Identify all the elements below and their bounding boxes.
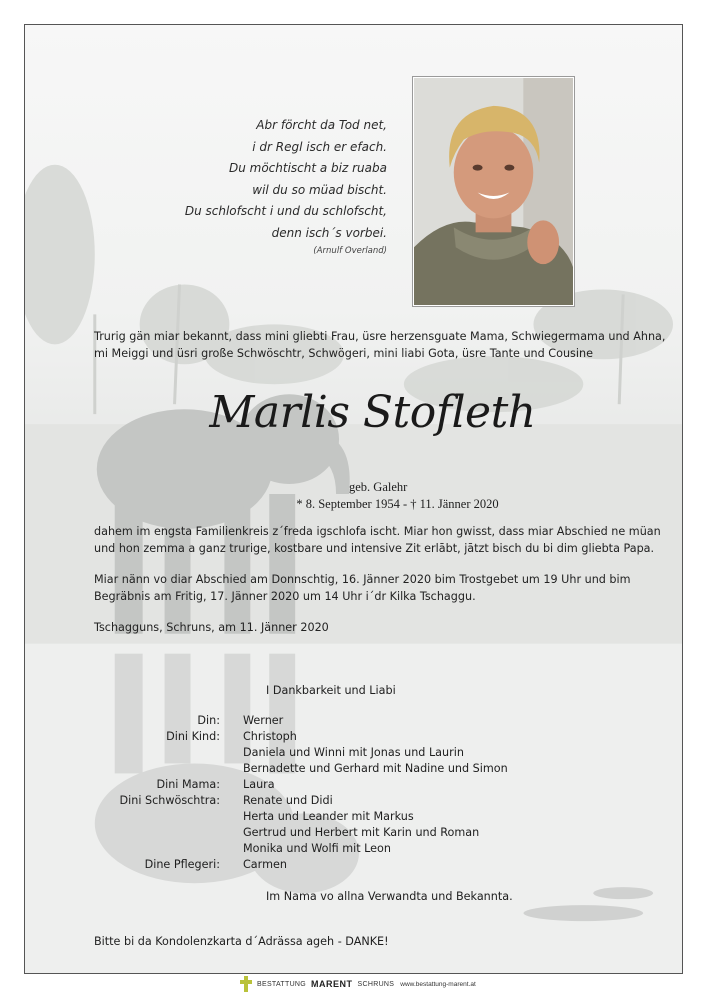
poem-line: Abr förcht da Tod net,	[256, 118, 387, 132]
intro-line: mi Meiggi und üsri große Schwöschtr, Schwögeri, mini liabi Gota, üsre Tante und Cousine	[94, 347, 593, 360]
place-date: Tschagguns, Schruns, am 11. Jänner 2020	[94, 621, 329, 634]
family-row	[25, 777, 683, 793]
family-row	[25, 857, 683, 873]
family-row	[25, 713, 683, 729]
family-member-names: Monika und Wolfi mit Leon	[243, 842, 391, 855]
poem-line: Du möchtischt a biz ruaba	[228, 161, 387, 175]
thanks-line: I Dankbarkeit und Liabi	[266, 684, 396, 697]
body-line: dahem im engsta Familienkreis z´freda igschlofa ischt. Miar hon gwisst, dass miar Abschied ne müan	[94, 525, 661, 538]
family-relation-label	[25, 809, 243, 825]
body-paragraph	[94, 571, 683, 605]
family-relation-label: Din:	[197, 714, 220, 727]
family-row	[25, 841, 683, 857]
family-relation-label: Dini Schwöschtra:	[119, 794, 220, 807]
family-member-names: Renate und Didi	[243, 794, 333, 807]
family-member-names: Werner	[243, 714, 284, 727]
announcement-body	[94, 523, 683, 650]
family-relation-label	[25, 745, 243, 761]
body-paragraph	[94, 523, 683, 557]
poem-line: Du schlofscht i und du schlofscht,	[184, 204, 387, 218]
family-member-names: Christoph	[243, 730, 297, 743]
poem-line: denn isch´s vorbei.	[271, 225, 387, 240]
life-dates: * 8. September 1954 - † 11. Jänner 2020	[296, 497, 499, 511]
family-relation-label	[25, 825, 243, 841]
family-row	[25, 729, 683, 745]
family-relation-label: Dini Mama:	[156, 778, 220, 791]
brand-name: MARENT	[311, 979, 353, 989]
body-line: Begräbnis am Fritig, 17. Jänner 2020 um 14 Uhr i´dr Kilka Tschaggu.	[94, 590, 476, 603]
poem-quote	[145, 115, 387, 258]
family-relation-label: Dine Pflegeri:	[144, 858, 220, 871]
maiden-name: geb. Galehr	[349, 480, 408, 494]
body-line: Miar nänn vo diar Abschied am Donnschtig, 16. Jänner 2020 bim Trostgebet um 19 Uhr und bim	[94, 573, 631, 586]
portrait-photo	[412, 76, 575, 307]
brand-url: www.bestattung-marent.at	[400, 980, 476, 988]
family-member-names: Herta und Leander mit Markus	[243, 810, 414, 823]
announcement-intro	[94, 328, 683, 362]
family-list	[25, 713, 683, 873]
condolence-note: Bitte bi da Kondolenzkarta d´Adrässa ageh - DANKE!	[94, 935, 389, 948]
body-line: und hon zemma a ganz trurige, kostbare und intensive Zit erlābt, jātzt bisch du bi dim gliebta Papa.	[94, 542, 655, 555]
family-relation-label: Dini Kind:	[166, 730, 220, 743]
family-member-names: Carmen	[243, 858, 287, 871]
funeral-home-brand	[239, 973, 499, 995]
family-member-names: Daniela und Winni mit Jonas und Laurin	[243, 746, 464, 759]
poem-line: i dr Regl isch er efach.	[252, 139, 387, 154]
family-member-names: Laura	[243, 778, 275, 791]
family-row	[25, 809, 683, 825]
intro-line: Trurig gän miar bekannt, dass mini gliebti Frau, üsre herzensguate Mama, Schwiegermama und Ahna,	[94, 330, 666, 343]
deceased-name: Marlis Stofleth	[209, 387, 536, 438]
family-relation-label	[25, 761, 243, 777]
family-relation-label	[25, 841, 243, 857]
family-member-names: Bernadette und Gerhard mit Nadine und Simon	[243, 762, 508, 775]
portrait-illustration	[414, 78, 573, 305]
family-row	[25, 745, 683, 761]
obituary-frame	[24, 24, 683, 974]
cross-logo-icon	[239, 975, 253, 993]
brand-prefix: BESTATTUNG	[257, 980, 307, 988]
poem-line: wil du so müad bischt.	[252, 182, 387, 197]
family-row	[25, 761, 683, 777]
closing-line: Im Nama vo allna Verwandta und Bekannta.	[266, 890, 513, 903]
family-member-names: Gertrud und Herbert mit Karin und Roman	[243, 826, 480, 839]
family-row	[25, 793, 683, 809]
poem-author: (Arnulf Overland)	[313, 246, 387, 256]
brand-town: SCHRUNS	[357, 980, 395, 988]
family-row	[25, 825, 683, 841]
